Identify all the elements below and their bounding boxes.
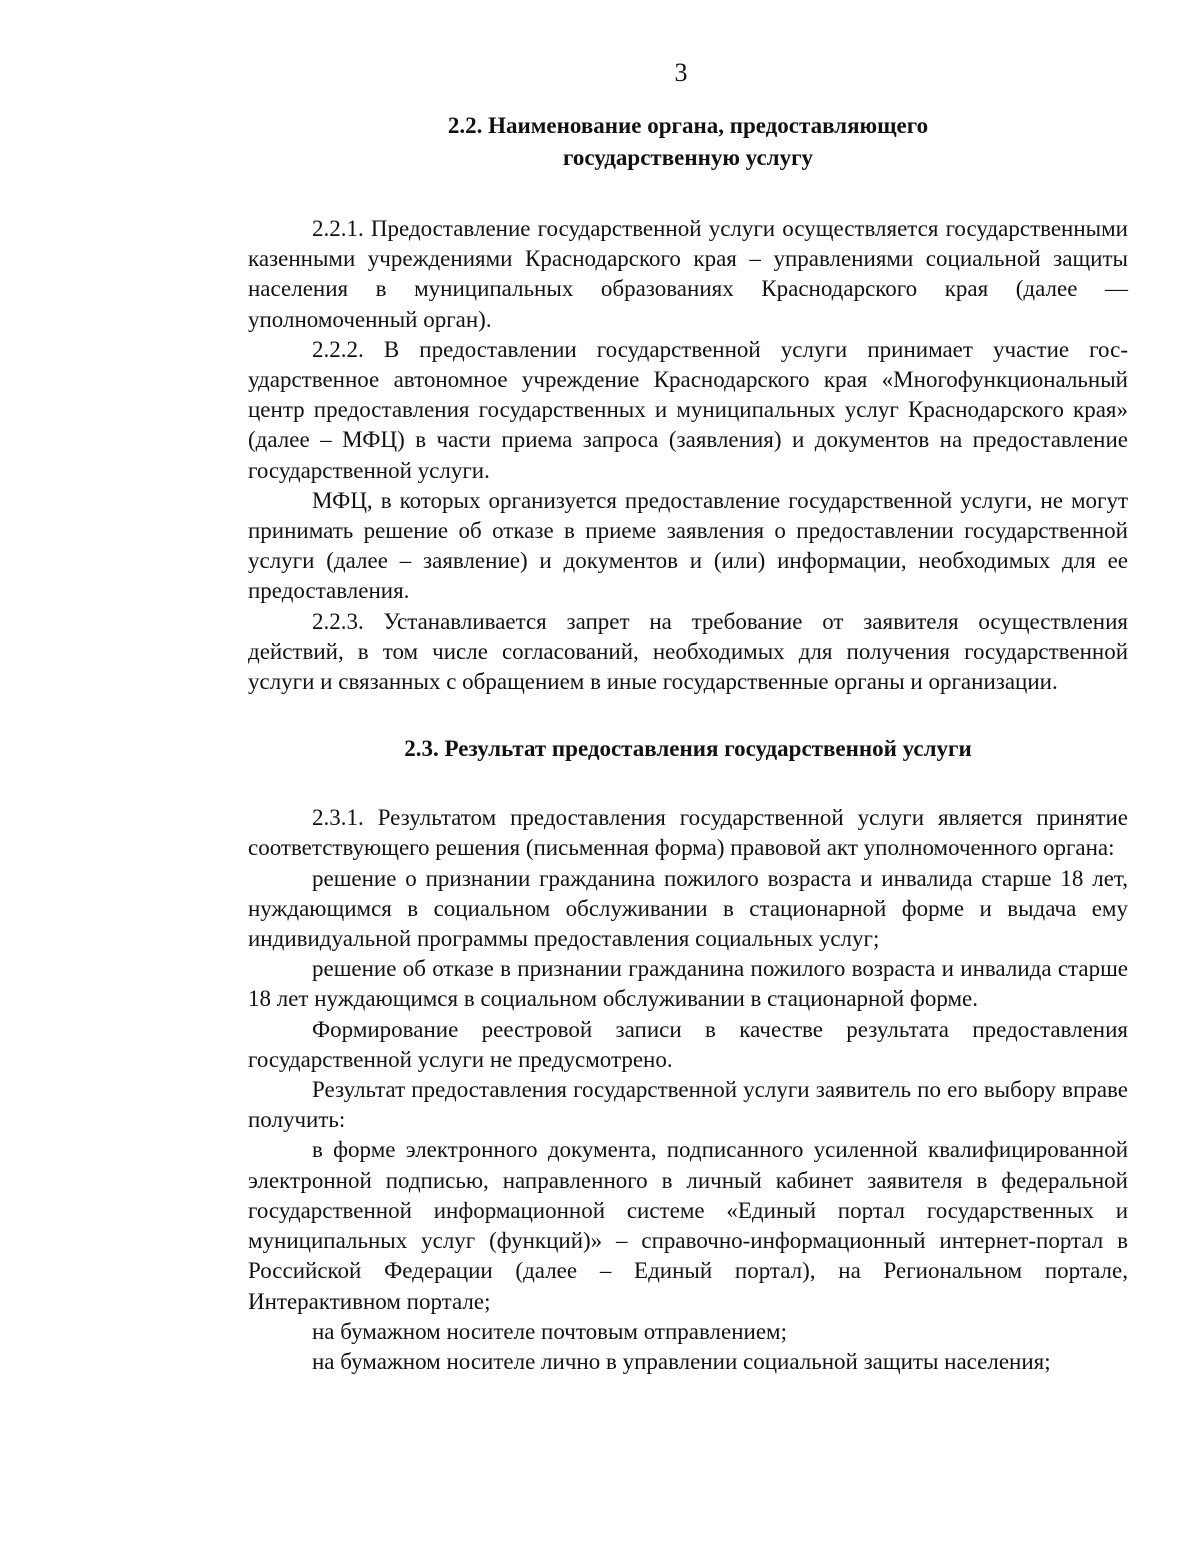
paragraph-mfc: МФЦ, в которых организуется предоставление государственной услуги, не могут принимать решение об отказе в приеме заявления о предоставлении государственной услуги (далее – заявление) и документов и (или) информации, необходимых для ее предоставления.: [248, 487, 1128, 604]
paragraph-2-3-1: 2.3.1. Результатом предоставления государственной услуги является принятие соответствующего решения (письменная форма) правовой акт уполномоченного органа:: [248, 805, 1128, 861]
paragraph-2-2-2: 2.2.2. В предоставлении государственной услуги принимает участие государственное автономное учреждение Краснодарского края «Многофункциональный центр предоставления государственных и муниципальных услуг Краснодарского края» (далее – МФЦ) в части приема запроса (заявления) и документов на предоставление государственной услуги.: [248, 336, 1128, 483]
paragraph-result-choice: Результат предоставления государственной услуги заявитель по его выбору вправе получить:: [248, 1077, 1128, 1133]
paragraph-2-2-1: 2.2.1. Предоставление государственной услуги осуществляется государственными казенными учреждениями Краснодарского края – управлениями социальной защиты населения в муниципальных образованиях Краснодарского края (далее — уполномоченный орган).: [248, 216, 1128, 332]
section-2-2-heading-line2: государственную услугу: [562, 145, 814, 170]
paragraph-paper-mail: на бумажном носителе почтовым отправлением;: [312, 1318, 787, 1344]
page-number: 3: [674, 58, 688, 87]
section-2-2-heading-line1: 2.2. Наименование органа, предоставляющего: [447, 113, 929, 138]
paragraph-decision-recognition: решение о признании гражданина пожилого возраста и инвалида старше 18 лет, нуждающимся в социальном обслуживании в стационарной форме и выдача ему индивидуальной программы предоставления социальных услуг;: [248, 865, 1128, 952]
paragraph-decision-refusal: решение об отказе в признании гражданина пожилого возраста и инвалида старше 18 лет нуждающимся в социальном обслуживании в стационарной форме.: [248, 956, 1128, 1012]
paragraph-paper-in-person: на бумажном носителе лично в управлении социальной защиты населения;: [312, 1348, 1051, 1374]
section-2-3-heading: 2.3. Результат предоставления государственной услуги: [404, 736, 972, 762]
paragraph-2-2-3: 2.2.3. Устанавливается запрет на требование от заявителя осуществления действий, в том числе согласований, необходимых для получения государственной услуги и связанных с обращением в иные государственные органы и организации.: [248, 608, 1128, 695]
paragraph-electronic-form: в форме электронного документа, подписанного усиленной квалифицированной электронной подписью, направленного в личный кабинет заявителя в федеральной государственной информационной системе «Единый портал государственных и муниципальных услуг (функций)» – справочно-информационный интернет-портал в Российской Федерации (далее – Единый портал), на Региональном портале, Интерактивном портале;: [248, 1137, 1128, 1314]
section-2-2-heading: [248, 110, 1128, 174]
paragraph-registry-record: Формирование реестровой записи в качестве результата предоставления государственной услуги не предусмотрено.: [248, 1016, 1128, 1072]
document-body: [248, 110, 1128, 1377]
